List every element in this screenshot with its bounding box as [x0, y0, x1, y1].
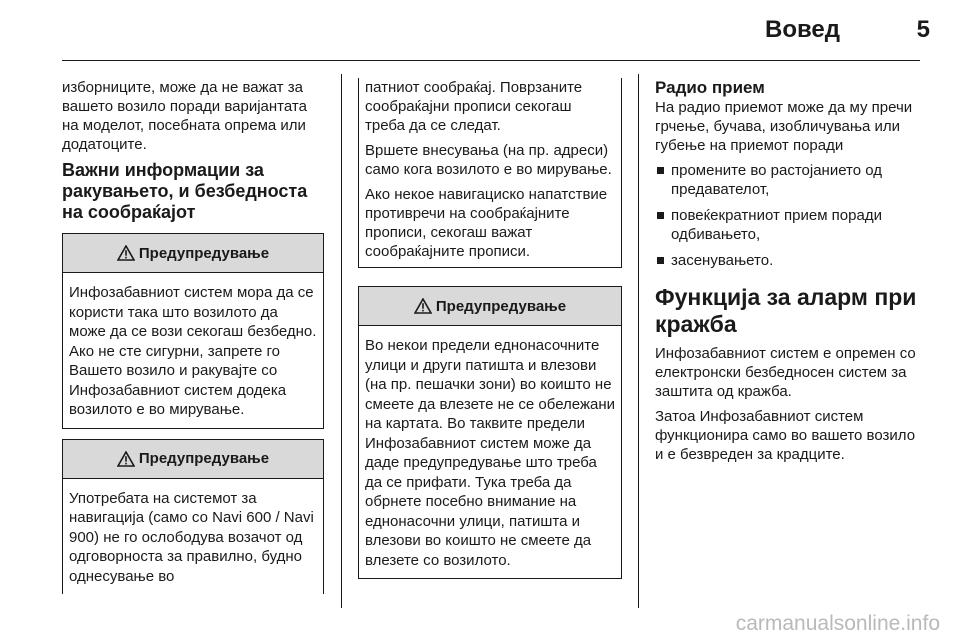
column-divider-1	[341, 74, 342, 608]
section-heading-safety: Важни информации за ракувањето, и безбедноста на сообраќајот	[62, 160, 308, 222]
section-heading-radio: Радио прием	[655, 78, 765, 97]
warning-text: Инфозабавниот систем мора да се користи така што возилото да може да се вози секогаш безбедно. Ако не сте сигурни, запрете го Вашето возило и ракувајте со Инфозабавниот систем додека возилото е во мирување.	[69, 284, 317, 418]
list-item: повеќекратниот прием поради одбивањето,	[655, 206, 927, 244]
warning-header	[63, 234, 323, 273]
warning-body	[63, 479, 323, 595]
paragraph: Инфозабавниот систем е опремен со електронски безбедносен систем за заштита од кражба.	[655, 345, 916, 400]
paragraph: Затоа Инфозабавниот систем функционира само во вашето возило и е безвреден за крадците.	[655, 408, 916, 463]
bullet-square-icon	[657, 167, 664, 174]
warning-triangle-icon	[117, 245, 135, 261]
list-item: промените во растојанието од предавателот,	[655, 161, 927, 199]
warning-text: Употребата на системот за навигација (само со Navi 600 / Navi 900) не го ослободува возачот од одговорноста за правилно, будно однесување во	[69, 489, 314, 585]
bullet-square-icon	[657, 257, 664, 264]
warning-triangle-icon	[414, 298, 432, 314]
warning-header	[63, 440, 323, 479]
page-number: 5	[916, 16, 930, 43]
warning-box-continued	[358, 78, 622, 268]
paragraph: патниот сообраќај. Поврзаните сообраќајни прописи секогаш треба да се следат.	[365, 79, 583, 134]
warning-header	[359, 287, 621, 326]
column-2	[358, 78, 622, 589]
warning-title: Предупредување	[138, 450, 270, 467]
bullet-list	[655, 161, 927, 270]
continued-text: изборниците, може да не важат за вашето возило поради варијантата на моделот, посебната опрема или додатоците.	[62, 79, 307, 153]
warning-body	[359, 326, 621, 578]
bullet-square-icon	[657, 212, 664, 219]
warning-body	[63, 273, 323, 428]
column-1	[62, 78, 324, 594]
paragraph: Вршете внесувања (на пр. адреси) само кога возилото е во мирување.	[365, 142, 612, 178]
column-divider-2	[638, 74, 639, 608]
header-divider	[62, 60, 920, 61]
paragraph: Ако некое навигациско напатствие противречи на сообраќајните прописи, секогаш важат сообраќајните прописи.	[365, 186, 608, 260]
section-heading-alarm: Функција за аларм при кражба	[655, 284, 917, 337]
column-3	[655, 78, 927, 470]
warning-title: Предупредување	[435, 297, 567, 315]
warning-title: Предупредување	[138, 244, 270, 262]
warning-box	[62, 439, 324, 595]
watermark: carmanualsonline.info	[735, 612, 940, 635]
paragraph: На радио приемот може да му пречи грчење, бучава, изобличувања или губење на приемот поради	[655, 99, 913, 154]
list-item: засенувањето.	[655, 251, 927, 270]
warning-triangle-icon	[117, 451, 135, 467]
warning-box	[358, 286, 622, 579]
warning-box	[62, 233, 324, 429]
warning-text: Во некои предели еднонасочните улици и други патишта и влезови (на пр. пешачки зони) во коишто не смеете да влезете не се обележани на картата. Во таквите предели Инфозабавниот систем може да даде предупредување што треба да се прифати. Тука треба да обрнете посебно внимание на еднонасочни улици, патишта и влезови во коишто не смеете да влезете со возилото.	[365, 337, 616, 569]
header-title: Вовед	[764, 16, 840, 43]
